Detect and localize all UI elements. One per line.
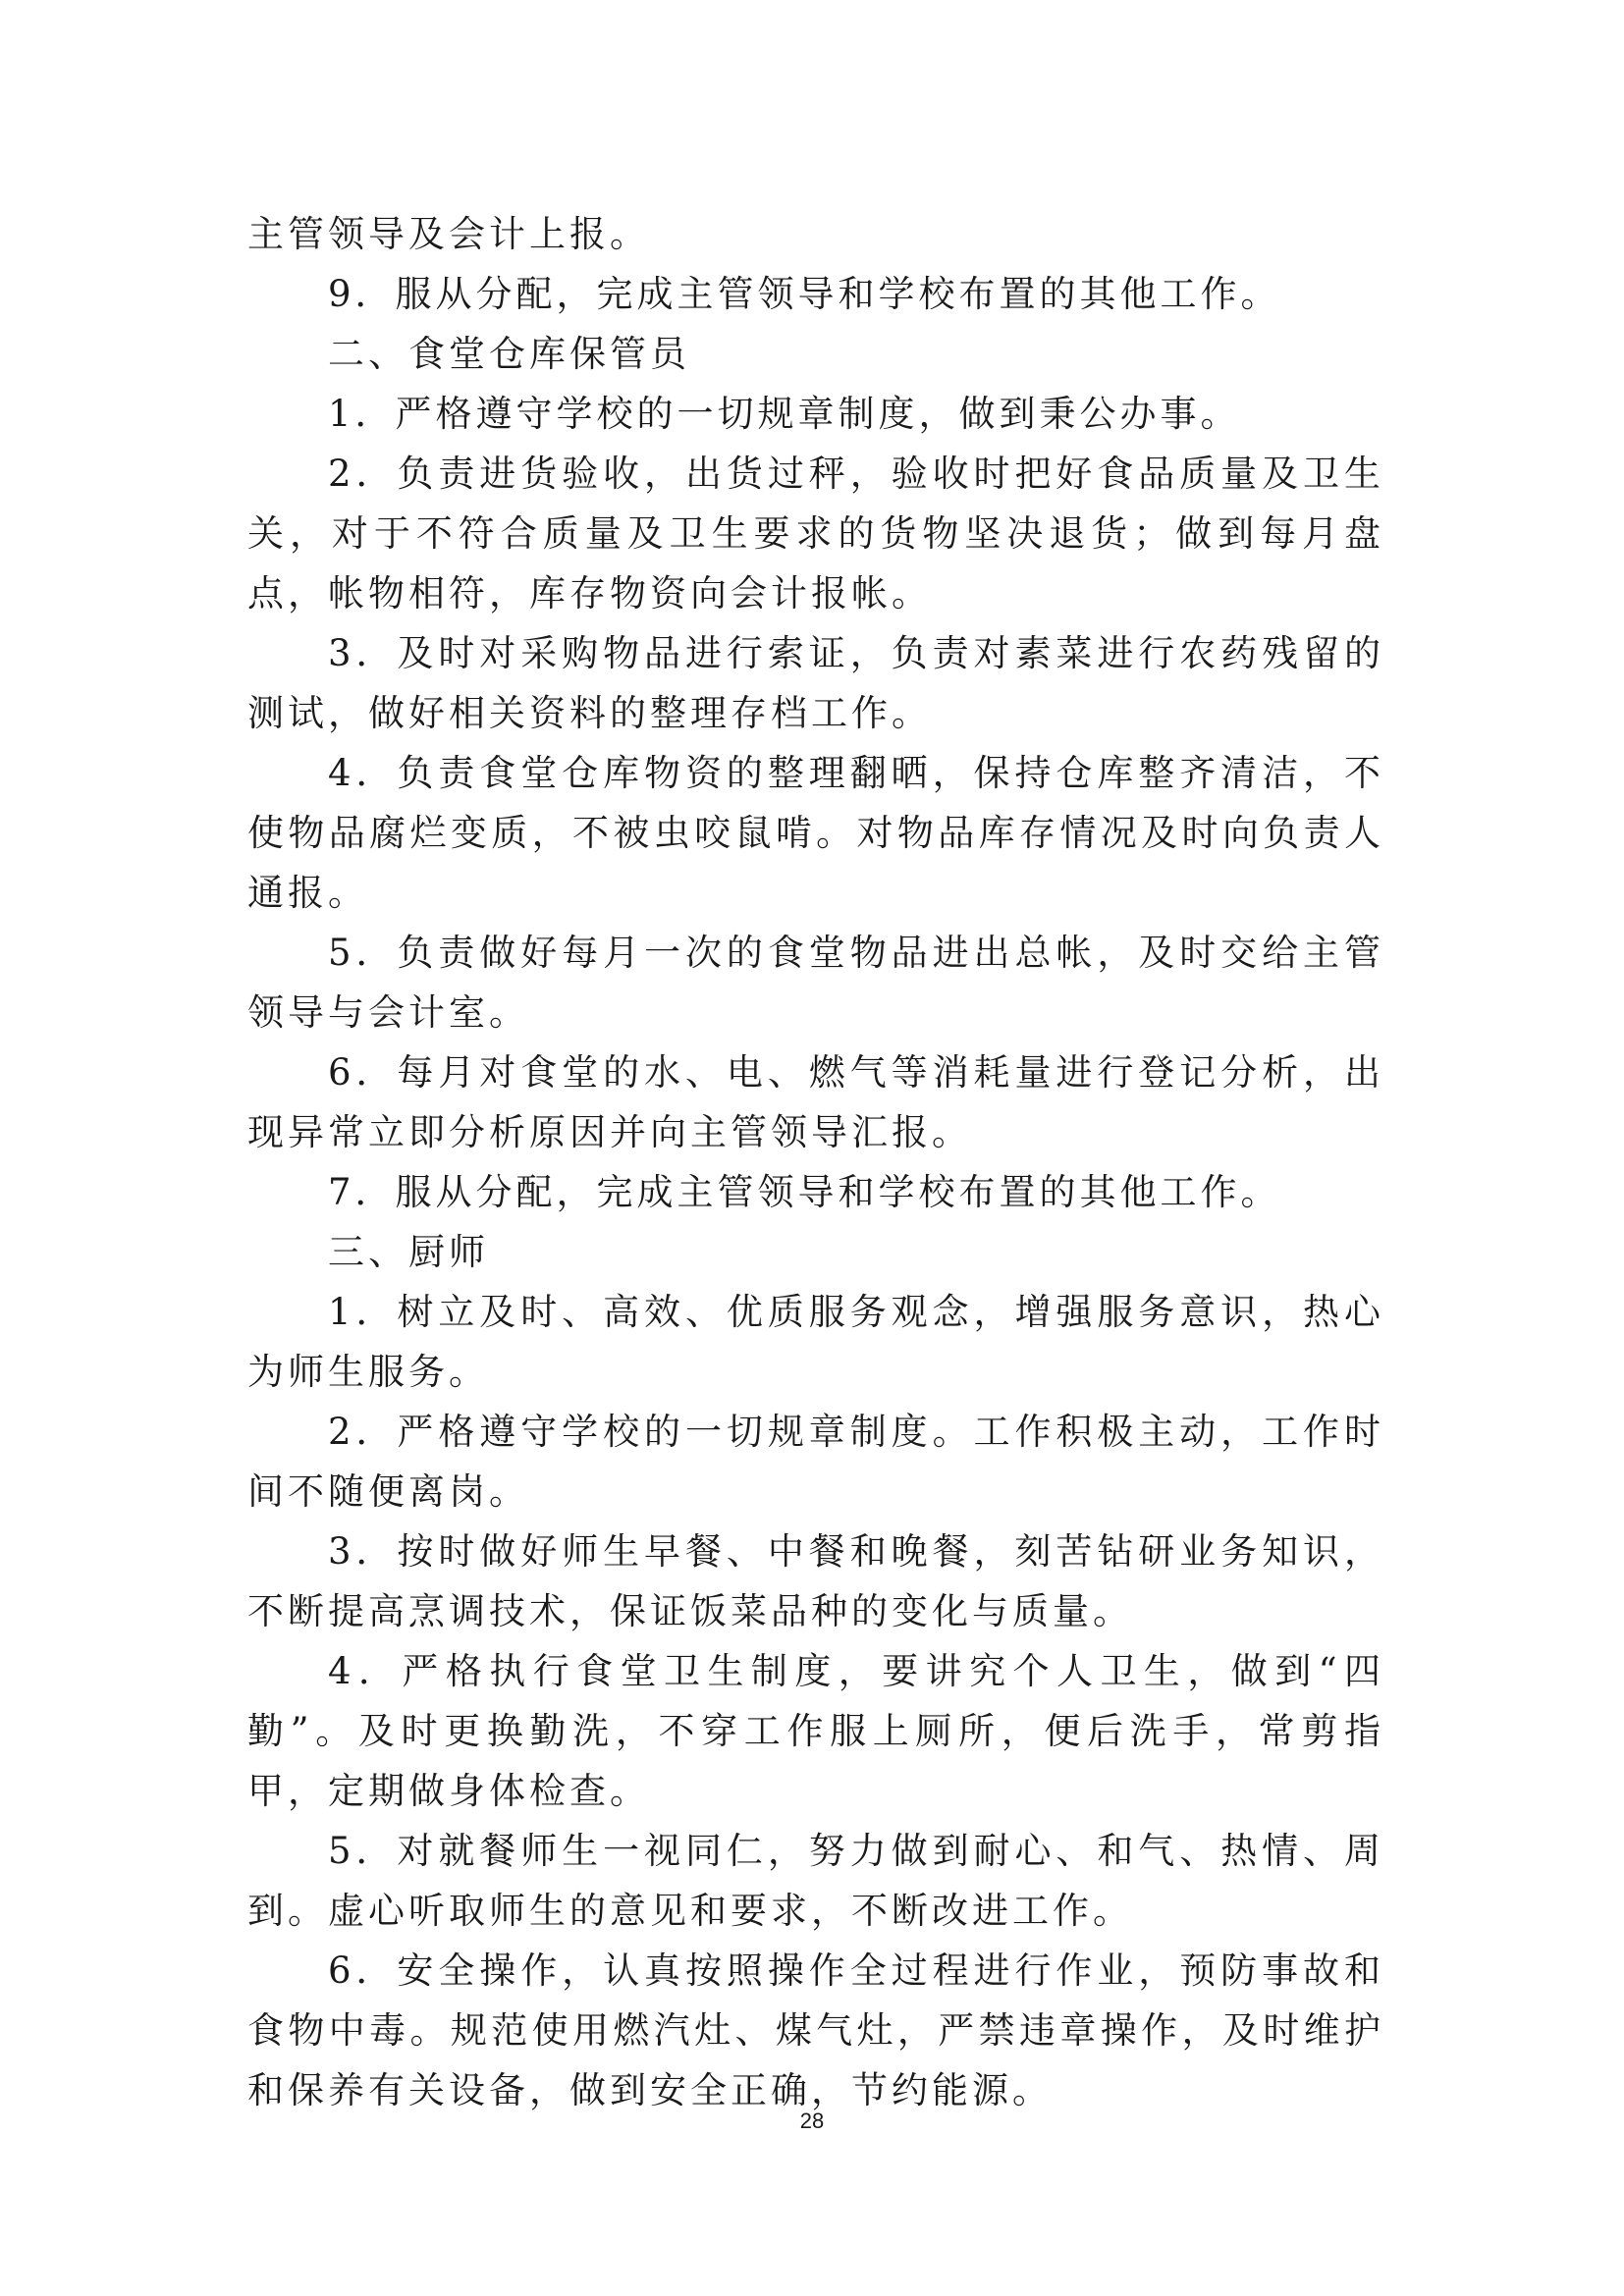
section-heading-storekeeper: 二、食堂仓库保管员 bbox=[328, 333, 690, 375]
paragraph-chef-1: 1．树立及时、高效、优质服务观念，增强服务意识，热心为师生服务。 bbox=[247, 1291, 1384, 1393]
paragraph-storekeeper-7: 7．服从分配，完成主管领导和学校布置的其他工作。 bbox=[328, 1171, 1281, 1213]
paragraph-chef-5: 5．对就餐师生一视同仁，努力做到耐心、和气、热情、周到。虚心听取师生的意见和要求，不断改进工作。 bbox=[247, 1830, 1384, 1932]
section-heading-chef: 三、厨师 bbox=[328, 1231, 489, 1273]
document-body bbox=[247, 204, 1384, 2120]
paragraph-chef-3: 3．按时做好师生早餐、中餐和晚餐，刻苦钻研业务知识，不断提高烹调技术，保证饭菜品种的变化与质量。 bbox=[247, 1530, 1384, 1632]
paragraph-chef-2: 2．严格遵守学校的一切规章制度。工作积极主动，工作时间不随便离岗。 bbox=[247, 1411, 1384, 1513]
paragraph-chef-6: 6．安全操作，认真按照操作全过程进行作业，预防事故和食物中毒。规范使用燃汽灶、煤气灶，严禁违章操作，及时维护和保养有关设备，做到安全正确，节约能源。 bbox=[247, 1949, 1384, 2111]
paragraph-continuation: 主管领导及会计上报。 bbox=[247, 213, 650, 255]
paragraph-storekeeper-6: 6．每月对食堂的水、电、燃气等消耗量进行登记分析，出现异常立即分析原因并向主管领导汇报。 bbox=[247, 1051, 1384, 1153]
paragraph-storekeeper-2: 2．负责进货验收，出货过秤，验收时把好食品质量及卫生关，对于不符合质量及卫生要求的货物坚决退货；做到每月盘点，帐物相符，库存物资向会计报帐。 bbox=[247, 453, 1384, 614]
paragraph-storekeeper-1: 1．严格遵守学校的一切规章制度，做到秉公办事。 bbox=[328, 393, 1241, 435]
paragraph-storekeeper-5: 5．负责做好每月一次的食堂物品进出总帐，及时交给主管领导与会计室。 bbox=[247, 932, 1384, 1034]
paragraph-item-9: 9．服从分配，完成主管领导和学校布置的其他工作。 bbox=[328, 273, 1281, 315]
paragraph-storekeeper-4: 4．负责食堂仓库物资的整理翻晒，保持仓库整齐清洁，不使物品腐烂变质，不被虫咬鼠啃。对物品库存情况及时向负责人通报。 bbox=[247, 752, 1384, 914]
paragraph-chef-4: 4．严格执行食堂卫生制度，要讲究个人卫生，做到“四勤”。及时更换勤洗，不穿工作服上厕所，便后洗手，常剪指甲，定期做身体检查。 bbox=[247, 1650, 1384, 1812]
paragraph-storekeeper-3: 3．及时对采购物品进行索证，负责对素菜进行农药残留的测试，做好相关资料的整理存档工作。 bbox=[247, 632, 1384, 734]
page-number: 28 bbox=[799, 2109, 825, 2133]
